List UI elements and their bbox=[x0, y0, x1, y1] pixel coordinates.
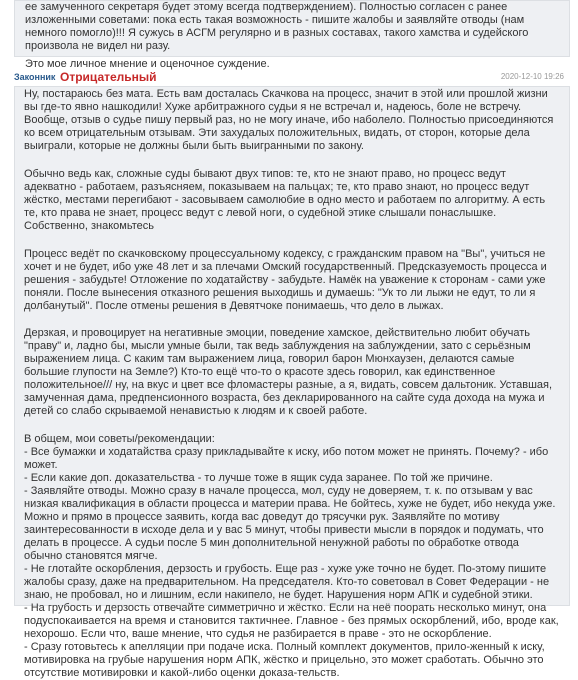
review-type-badge: Отрицательный bbox=[60, 70, 157, 84]
review-paragraph: Процесс ведёт по скачковскому процессуальному кодексу, с гражданским правом на "Вы", учиться не хочет и не будет, ибо уже 48 лет и за плечами Омский государственный. Предсказуемость процесса и решения - забудьте! Отложение по ходатайству - забудьте. Намёк на уважение к сторонам - сами уже поняли. После вынесения отказного решения выходишь и думаешь: "Ук то ли лыжи не едут, то ли я долбанутый". После отмены решения в Девятчоке понимаешь, что дело в лыжах. bbox=[24, 248, 547, 312]
author-link[interactable]: Законник bbox=[14, 72, 56, 82]
previous-review-paragraph: ее замученного секретаря будет этому всегда подтверждением). Полностью согласен с ранее изложенными советами: пока есть такая возможность - пишите жалобы и заявляйте отводы (нам немного помогло)!!! Я сужусь в АСГМ регулярно и в разных составах, такого хамства и судейского произвола не видел ни разу. bbox=[25, 1, 529, 52]
review-paragraph: Ну, постараюсь без мата. Есть вам досталась Скачкова на процесс, значит в этой или прошлой жизни вы где-то явно нашкодили! Хуже арбитражного судьи я не встречал и, надеюсь, боле не встречу. Вообще, отзыв о судье пишу первый раз, но не могу иначе, ибо наболело. Полностью присоединяются ко всем отрицательным отзывам. Эти захудалых положительных, видать, от сторон, которые дела выиграли, которые не должны были быть выигранными по закону. bbox=[24, 88, 554, 152]
previous-review-signature: Это мое личное мнение и оценочное суждение. bbox=[25, 58, 270, 70]
review-paragraph: Обычно ведь как, сложные суды бывают двух типов: те, кто не знают право, но процесс ведут адекватно - работаем, разъясняем, показываем на пальцах; те, кто право знают, но процесс ведут жёстко, местами перегибают - засовываем самолюбие в одно место и работаем по алгоритму. А есть те, кто права не знает, процесс ведут с левой ноги, о судебной этике слышали понаслышке. Собственно, знакомьтесь bbox=[24, 168, 546, 232]
review-paragraph: Дерзкая, и провоцирует на негативные эмоции, поведение хамское, действительно любит обучать "праву" и, ладно бы, мысли умные были, так ведь заблуждения на заблуждении, зато с серьёзным выражением лица. С каким там выражением лица, говорил барон Мюнхаузен, делаются самые большие глупости на Земле?) Кто-то ещё что-то о красоте здесь говорил, как единственное положительное/// ну, на вкус и цвет все фломастеры разные, а я, видать, совсем дальтоник. Уставшая, замученная дама, предпенсионного возраста, без декларированного на сайте суда дохода на мужа и детей со слабо скрываемой ненавистью к людям и к своей работе. bbox=[24, 327, 553, 417]
review-header bbox=[14, 70, 570, 84]
review-date: 2020-12-10 19:26 bbox=[500, 72, 564, 81]
previous-review-text bbox=[14, 0, 570, 70]
review-body bbox=[14, 86, 570, 679]
review-advice-list: В общем, мои советы/рекомендации: - Все бумажки и ходатайства сразу прикладывайте к иску, ибо потом может не принять. Почему? - ибо может. - Если какие доп. доказательства - то лучше тоже в ящик суда заранее. По той же причине. - Заявляйте отводы. Можно сразу в начале процесса, мол, суду не доверяем, т. к. по отзывам у вас низкая квалификация в области процесса и материи права. Не бойтесь, хуже не будет, ибо некуда уже. Можно и прямо в процессе заявить, когда вас доведут до трясучки рук. Заявляйте по мотиву заинтересованности в исходе дела и у вас 5 минут, чтобы привести мысли в порядок и подумать, что делать в процессе. А судьи после 5 мин дополнительной ненужной работы по обработке отвода обычно становятся мягче. - Не глотайте оскорбления, дерзость и грубость. Еще раз - хуже уже точно не будет. По-этому пишите жалобы сразу, даже на предварительном. На председателя. Кто-то советовал в Совет Федерации - не знаю, не пробовал, но и лишним, если накипело, не будет. Нарушения норм АПК и судебной этики. - На грубость и дерзость отвечайте симметрично и жёстко. Если на неё поорать несколько минут, она подуспокаивается на время и становится тактичнее. Главное - без прямых оскорблений, ибо, вроде как, нехорошо. Если что, ваше мнение, что судья не разбирается в праве - это не оскорбление. - Сразу готовьтесь к апелляции при подаче иска. Полный комплект документов, прило-женный к иску, мотивировка на грубые нарушения норм АПК, жёстко и прицельно, это может сработать. Обычно это отсутствие мотивировки и какой-либо оценки доказа-тельств. bbox=[24, 433, 559, 679]
